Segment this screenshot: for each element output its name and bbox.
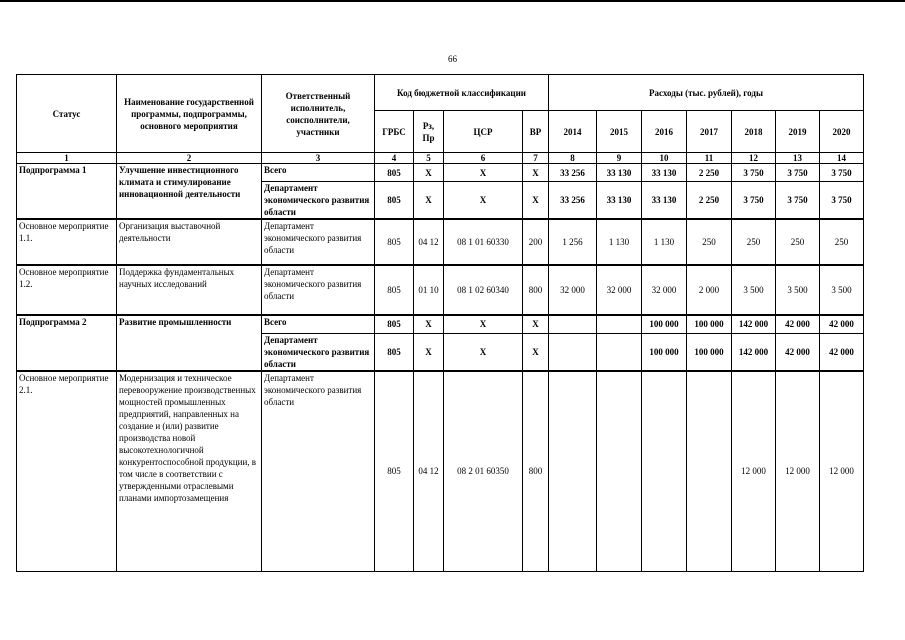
year-value-cell: 3 500 [776,265,820,315]
year-value-cell [597,371,642,571]
year-value-cell: 250 [820,219,864,265]
header-year: 2015 [597,111,642,153]
responsible-cell: Департамент экономического развития области [262,219,375,265]
status-cell: Подпрограмма 2 [17,315,117,371]
responsible-cell: Департамент экономического развития области [262,333,375,371]
header-status: Статус [17,75,117,153]
rzpr-cell: 04 12 [414,219,444,265]
vr-cell: Х [523,164,549,182]
header-grbs: ГРБС [375,111,414,153]
csr-cell: Х [444,182,523,220]
table-row [17,164,864,182]
grbs-cell: 805 [375,371,414,571]
rzpr-cell: Х [414,164,444,182]
vr-cell: 800 [523,371,549,571]
column-index: 5 [414,153,444,164]
year-value-cell: 42 000 [776,315,820,333]
header-rzpr: Рз, Пр [414,111,444,153]
name-cell: Улучшение инвестиционного климата и стимулирование инновационной деятельности [117,164,262,220]
name-cell: Модернизация и техническое перевооружение производственных мощностей промышленных предприятий, направленных на создание и (или) развитие производства новой высокотехнологичной конкурентоспособной продукции, в том числе в соответствии с утвержденными отраслевыми планами импортозамещения [117,371,262,571]
table-row [17,265,864,315]
column-index: 8 [549,153,597,164]
column-index: 12 [732,153,776,164]
csr-cell: 08 2 01 60350 [444,371,523,571]
rzpr-cell: Х [414,333,444,371]
year-value-cell: 142 000 [732,333,776,371]
year-value-cell: 3 500 [732,265,776,315]
year-value-cell: 1 130 [597,219,642,265]
year-value-cell: 33 130 [597,182,642,220]
name-cell: Организация выставочной деятельности [117,219,262,265]
table-row [17,371,864,571]
status-cell: Подпрограмма 1 [17,164,117,220]
rzpr-cell: 01 10 [414,265,444,315]
vr-cell: Х [523,182,549,220]
vr-cell: Х [523,315,549,333]
rzpr-cell: Х [414,315,444,333]
header-responsible: Ответственный исполнитель, соисполнители, участники [262,75,375,153]
status-cell: Основное мероприятие 2.1. [17,371,117,571]
year-value-cell: 100 000 [687,315,732,333]
year-value-cell: 142 000 [732,315,776,333]
year-value-cell: 32 000 [597,265,642,315]
csr-cell: 08 1 02 60340 [444,265,523,315]
column-index: 4 [375,153,414,164]
year-value-cell: 12 000 [820,371,864,571]
year-value-cell: 3 750 [776,164,820,182]
year-value-cell: 12 000 [776,371,820,571]
year-value-cell: 2 250 [687,182,732,220]
year-value-cell: 1 256 [549,219,597,265]
year-value-cell [549,371,597,571]
year-value-cell: 1 130 [642,219,687,265]
year-value-cell: 100 000 [642,315,687,333]
header-year: 2019 [776,111,820,153]
year-value-cell: 3 500 [820,265,864,315]
column-index: 11 [687,153,732,164]
rzpr-cell: 04 12 [414,371,444,571]
grbs-cell: 805 [375,265,414,315]
year-value-cell: 3 750 [732,164,776,182]
year-value-cell: 42 000 [776,333,820,371]
header-year: 2014 [549,111,597,153]
year-value-cell: 33 130 [642,164,687,182]
year-value-cell: 12 000 [732,371,776,571]
column-index: 10 [642,153,687,164]
vr-cell: Х [523,333,549,371]
header-year: 2016 [642,111,687,153]
table-row [17,315,864,333]
status-cell: Основное мероприятие 1.2. [17,265,117,315]
column-index: 1 [17,153,117,164]
header-budget-code: Код бюджетной классификации [375,75,549,111]
grbs-cell: 805 [375,164,414,182]
year-value-cell: 2 000 [687,265,732,315]
year-value-cell: 32 000 [549,265,597,315]
year-value-cell: 250 [732,219,776,265]
header-vr: ВР [523,111,549,153]
year-value-cell: 100 000 [642,333,687,371]
name-cell: Развитие промышленности [117,315,262,371]
table-row [17,219,864,265]
status-cell: Основное мероприятие 1.1. [17,219,117,265]
header-expenses: Расходы (тыс. рублей), годы [549,75,864,111]
column-index: 13 [776,153,820,164]
year-value-cell [687,371,732,571]
rzpr-cell: Х [414,182,444,220]
year-value-cell: 2 250 [687,164,732,182]
column-index: 7 [523,153,549,164]
year-value-cell: 3 750 [820,164,864,182]
year-value-cell: 3 750 [820,182,864,220]
column-index: 6 [444,153,523,164]
year-value-cell [597,333,642,371]
year-value-cell: 3 750 [732,182,776,220]
year-value-cell: 3 750 [776,182,820,220]
year-value-cell: 33 256 [549,164,597,182]
vr-cell: 800 [523,265,549,315]
csr-cell: 08 1 01 60330 [444,219,523,265]
grbs-cell: 805 [375,182,414,220]
csr-cell: Х [444,164,523,182]
budget-table [16,74,864,572]
header-csr: ЦСР [444,111,523,153]
year-value-cell: 33 256 [549,182,597,220]
responsible-cell: Всего [262,315,375,333]
header-year: 2017 [687,111,732,153]
year-value-cell: 33 130 [597,164,642,182]
page-number: 66 [448,54,457,64]
column-index: 3 [262,153,375,164]
column-index: 14 [820,153,864,164]
header-year: 2018 [732,111,776,153]
responsible-cell: Всего [262,164,375,182]
year-value-cell: 42 000 [820,333,864,371]
csr-cell: Х [444,315,523,333]
top-border-line [0,0,905,2]
year-value-cell [597,315,642,333]
year-value-cell [549,333,597,371]
year-value-cell: 33 130 [642,182,687,220]
grbs-cell: 805 [375,333,414,371]
vr-cell: 200 [523,219,549,265]
year-value-cell [549,315,597,333]
year-value-cell: 42 000 [820,315,864,333]
csr-cell: Х [444,333,523,371]
responsible-cell: Департамент экономического развития области [262,371,375,571]
responsible-cell: Департамент экономического развития области [262,265,375,315]
header-year: 2020 [820,111,864,153]
column-index: 9 [597,153,642,164]
year-value-cell: 250 [687,219,732,265]
year-value-cell: 250 [776,219,820,265]
grbs-cell: 805 [375,219,414,265]
name-cell: Поддержка фундаментальных научных исследований [117,265,262,315]
header-name: Наименование государственной программы, подпрограммы, основного мероприятия [117,75,262,153]
column-index: 2 [117,153,262,164]
year-value-cell [642,371,687,571]
year-value-cell: 32 000 [642,265,687,315]
year-value-cell: 100 000 [687,333,732,371]
responsible-cell: Департамент экономического развития области [262,182,375,220]
grbs-cell: 805 [375,315,414,333]
